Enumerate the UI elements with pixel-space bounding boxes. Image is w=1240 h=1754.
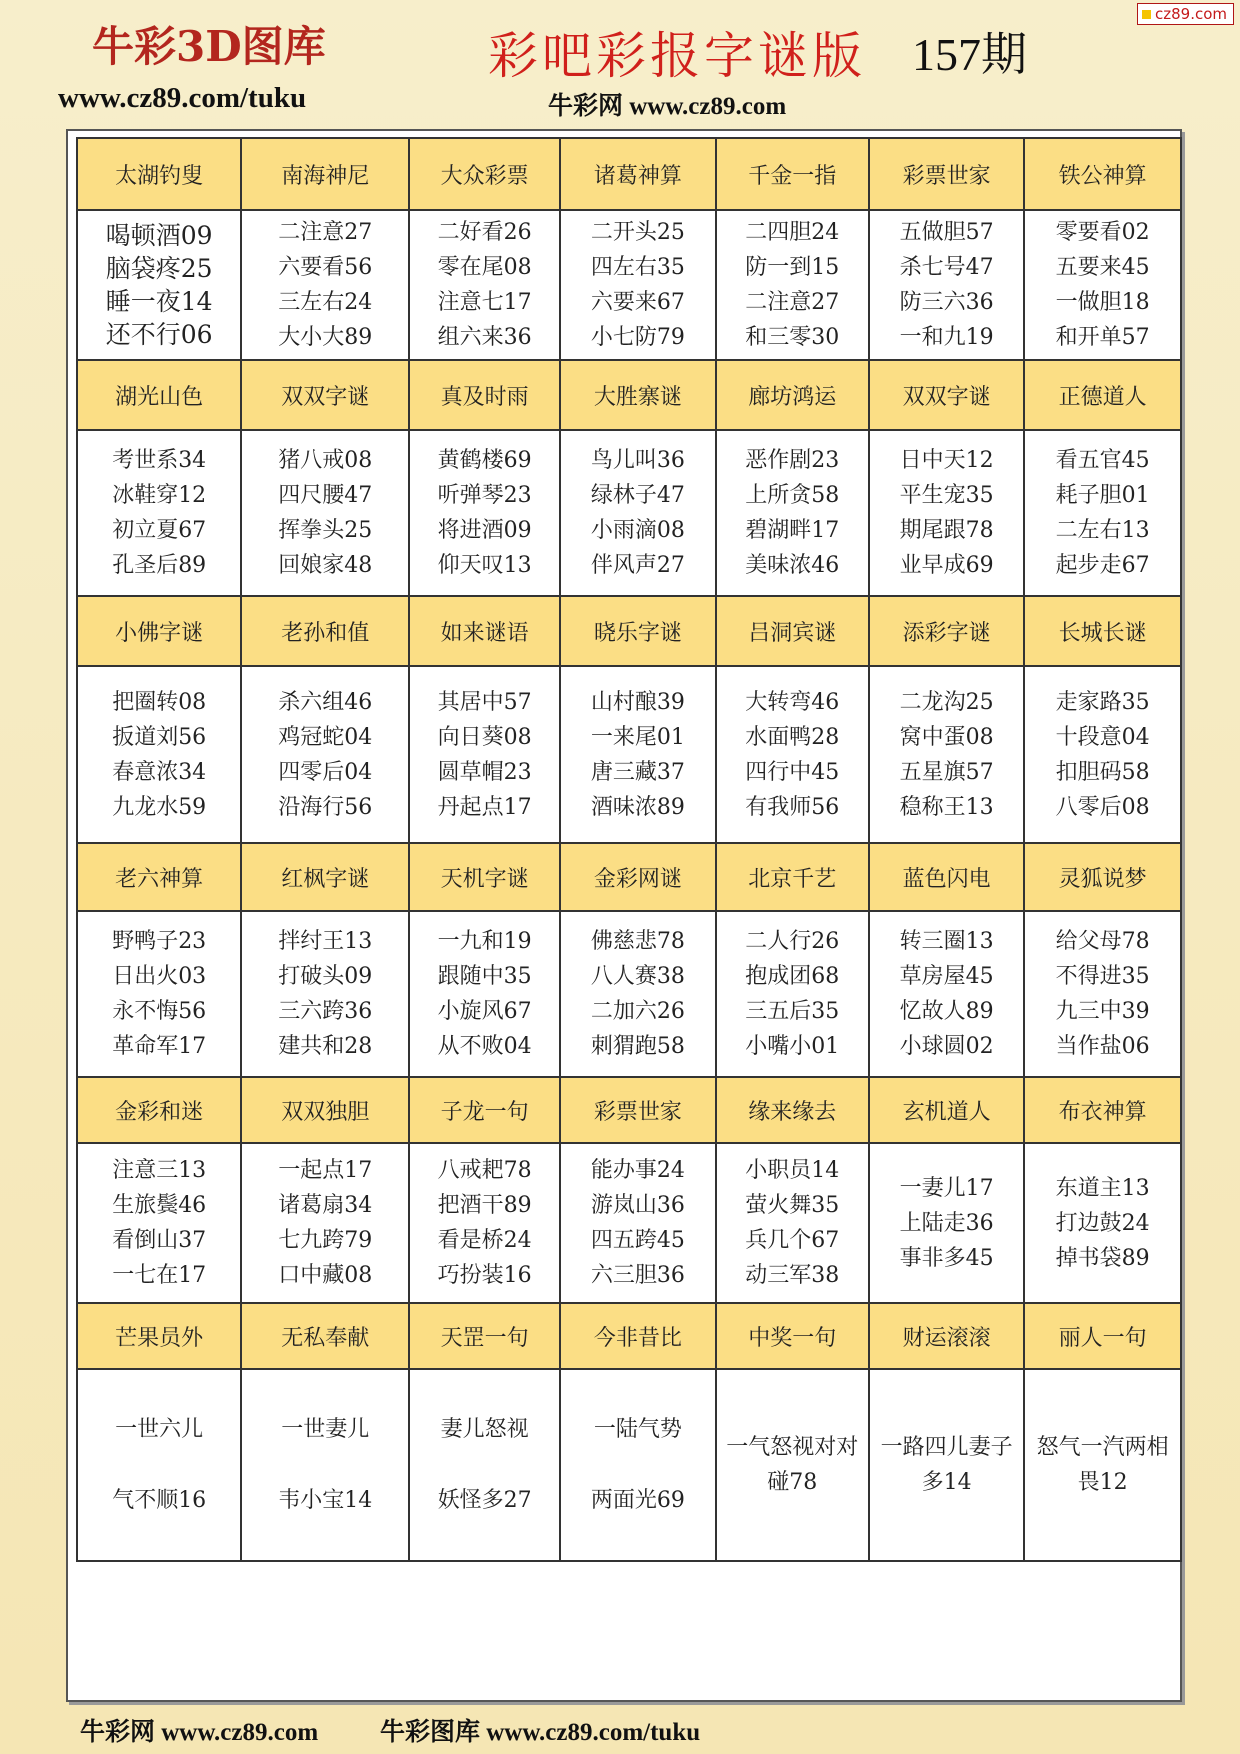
header-row xyxy=(77,138,1181,210)
answer-cell xyxy=(1024,1143,1181,1303)
answer-row xyxy=(77,430,1181,596)
column-author-header: 北京千艺 xyxy=(716,843,869,911)
column-author-header: 真及时雨 xyxy=(409,360,560,430)
answer-line: 四五跨45 xyxy=(590,1228,685,1253)
answer-line: 四零后04 xyxy=(278,759,373,785)
answer-line: 七九跨79 xyxy=(278,1228,373,1253)
answer-line: 小职员14 xyxy=(745,1158,840,1183)
answer-line: 还不行06 xyxy=(105,320,213,349)
answer-line: 二人行26 xyxy=(745,929,840,954)
column-author-header: 大胜寨谜 xyxy=(560,360,715,430)
answer-line: 小嘴小01 xyxy=(745,1034,840,1059)
answer-line: 伴风声27 xyxy=(590,553,685,578)
answer-line: 耗子胆01 xyxy=(1055,483,1150,508)
main-title: 彩吧彩报字谜版 xyxy=(488,27,866,85)
answer-line: 绿林子47 xyxy=(590,483,685,508)
column-author-header: 芒果员外 xyxy=(77,1303,241,1369)
column-author-header: 天罡一句 xyxy=(409,1303,560,1369)
answer-line: 注意三13 xyxy=(112,1158,207,1183)
answer-line: 两面光69 xyxy=(590,1488,685,1513)
answer-line: 听弹琴23 xyxy=(437,483,532,508)
answer-line: 看是桥24 xyxy=(437,1228,532,1253)
answer-line: 碰78 xyxy=(767,1470,818,1495)
answer-row xyxy=(77,1369,1181,1561)
answer-line: 从不败04 xyxy=(437,1034,532,1059)
answer-cell xyxy=(409,430,560,596)
answer-line: 妖怪多27 xyxy=(437,1488,532,1513)
column-author-header: 湖光山色 xyxy=(77,360,241,430)
answer-line: 孔圣后89 xyxy=(112,553,207,578)
answer-line: 小球圆02 xyxy=(899,1034,994,1059)
site-badge[interactable] xyxy=(1137,3,1234,25)
answer-cell xyxy=(560,430,715,596)
header-row xyxy=(77,596,1181,666)
answer-line: 生旅鬓46 xyxy=(112,1193,207,1218)
answer-line: 期尾跟78 xyxy=(899,518,994,543)
answer-line: 二左右13 xyxy=(1055,518,1150,543)
answer-line: 多14 xyxy=(921,1470,972,1495)
answer-cell xyxy=(241,911,409,1077)
header-row xyxy=(77,843,1181,911)
answer-line: 革命军17 xyxy=(112,1034,207,1059)
answer-line: 沿海行56 xyxy=(278,794,373,820)
answer-cell xyxy=(241,210,409,360)
answer-cell xyxy=(241,1143,409,1303)
answer-cell xyxy=(716,1143,869,1303)
answer-line: 一来尾01 xyxy=(590,724,685,750)
answer-line: 诸葛扇34 xyxy=(278,1193,373,1218)
answer-cell xyxy=(409,911,560,1077)
answer-line: 十段意04 xyxy=(1055,724,1150,750)
answer-line: 日中天12 xyxy=(899,448,994,473)
column-author-header: 正德道人 xyxy=(1024,360,1181,430)
answer-line: 美味浓46 xyxy=(745,553,840,578)
answer-line: 注意七17 xyxy=(437,290,532,315)
answer-cell xyxy=(716,666,869,843)
answer-cell xyxy=(869,210,1024,360)
answer-line: 和三零30 xyxy=(745,325,840,350)
answer-line: 韦小宝14 xyxy=(278,1488,373,1513)
answer-cell xyxy=(77,911,241,1077)
answer-cell xyxy=(409,210,560,360)
answer-line: 把圈转08 xyxy=(112,689,207,715)
answer-cell xyxy=(77,1369,241,1561)
column-author-header: 缘来缘去 xyxy=(716,1077,869,1143)
answer-line: 把酒干89 xyxy=(437,1193,532,1218)
column-author-header: 子龙一句 xyxy=(409,1077,560,1143)
answer-line: 八人赛38 xyxy=(590,964,685,989)
answer-cell xyxy=(241,666,409,843)
answer-cell xyxy=(409,666,560,843)
answer-line: 稳称王13 xyxy=(899,794,994,820)
answer-line: 小旋风67 xyxy=(437,999,532,1024)
answer-cell xyxy=(869,666,1024,843)
answer-line: 六要看56 xyxy=(278,255,373,280)
column-author-header: 布衣神算 xyxy=(1024,1077,1181,1143)
line-gap xyxy=(242,1447,408,1483)
column-author-header: 长城长谜 xyxy=(1024,596,1181,666)
line-gap xyxy=(410,1447,559,1483)
answer-line: 扣胆码58 xyxy=(1055,759,1150,785)
answer-cell xyxy=(241,430,409,596)
answer-line: 上所贪58 xyxy=(745,483,840,508)
column-author-header: 晓乐字谜 xyxy=(560,596,715,666)
answer-line: 零在尾08 xyxy=(437,255,532,280)
answer-line: 三左右24 xyxy=(278,290,373,315)
answer-line: 六三胆36 xyxy=(590,1263,685,1288)
answer-line: 鸟儿叫36 xyxy=(590,448,685,473)
answer-line: 打边鼓24 xyxy=(1055,1210,1150,1236)
answer-line: 水面鸭28 xyxy=(745,724,840,750)
answer-line: 一起点17 xyxy=(278,1158,373,1183)
answer-line: 杀六组46 xyxy=(278,689,373,715)
answer-cell xyxy=(1024,210,1181,360)
answer-line: 鸡冠蛇04 xyxy=(278,724,373,750)
column-author-header: 老六神算 xyxy=(77,843,241,911)
answer-line: 防三六36 xyxy=(899,290,994,315)
footer-left-url[interactable]: 牛彩网 www.cz89.com xyxy=(80,1719,319,1746)
answer-cell xyxy=(409,1369,560,1561)
header-row xyxy=(77,1303,1181,1369)
answer-line: 业早成69 xyxy=(899,553,994,578)
answer-line: 八戒耙78 xyxy=(437,1158,532,1183)
answer-line: 忆故人89 xyxy=(899,999,994,1024)
site-url[interactable]: 牛彩网 www.cz89.com xyxy=(548,93,787,120)
brand-url[interactable]: www.cz89.com/tuku xyxy=(58,82,307,114)
answer-line: 草房屋45 xyxy=(899,964,994,989)
header-row xyxy=(77,360,1181,430)
answer-line: 考世系34 xyxy=(112,448,207,473)
answer-cell xyxy=(560,1369,715,1561)
column-author-header: 廊坊鸿运 xyxy=(716,360,869,430)
answer-line: 起步走67 xyxy=(1055,553,1150,578)
column-author-header: 双双字谜 xyxy=(241,360,409,430)
badge-square-icon xyxy=(1142,10,1151,19)
column-author-header: 双双独胆 xyxy=(241,1077,409,1143)
column-author-header: 今非昔比 xyxy=(560,1303,715,1369)
answer-cell xyxy=(241,1369,409,1561)
answer-line: 四行中45 xyxy=(745,759,840,785)
answer-line: 上陆走36 xyxy=(899,1210,994,1236)
answer-line: 抱成团68 xyxy=(745,964,840,989)
answer-line: 刺猬跑58 xyxy=(590,1034,685,1059)
column-author-header: 金彩网谜 xyxy=(560,843,715,911)
answer-line: 巧扮装16 xyxy=(437,1263,532,1288)
column-author-header: 南海神尼 xyxy=(241,138,409,210)
column-author-header: 金彩和迷 xyxy=(77,1077,241,1143)
answer-cell xyxy=(869,430,1024,596)
brand-title: 牛彩3D图库 xyxy=(92,22,326,71)
answer-line: 春意浓34 xyxy=(112,759,207,785)
answer-cell xyxy=(560,210,715,360)
answer-line: 睡一夜14 xyxy=(105,287,213,316)
answer-line: 喝顿酒09 xyxy=(105,221,213,250)
answer-line: 一路四儿妻子 xyxy=(880,1435,1013,1460)
answer-line: 野鸭子23 xyxy=(112,929,207,954)
answer-line: 黄鹤楼69 xyxy=(437,448,532,473)
answer-line: 脑袋疼25 xyxy=(105,254,213,283)
answer-line: 看五官45 xyxy=(1055,448,1150,473)
column-author-header: 玄机道人 xyxy=(869,1077,1024,1143)
answer-line: 大小大89 xyxy=(278,325,373,350)
footer-right-url[interactable]: 牛彩图库 www.cz89.com/tuku xyxy=(380,1719,701,1746)
answer-line: 仰天叹13 xyxy=(437,553,532,578)
answer-row xyxy=(77,911,1181,1077)
answer-line: 有我师56 xyxy=(745,794,840,820)
answer-line: 二龙沟25 xyxy=(899,689,994,715)
answer-line: 杀七号47 xyxy=(899,255,994,280)
answer-line: 动三军38 xyxy=(745,1263,840,1288)
column-author-header: 如来谜语 xyxy=(409,596,560,666)
answer-line: 一气怒视对对 xyxy=(726,1435,859,1460)
answer-line: 二开头25 xyxy=(590,220,685,245)
column-author-header: 财运滚滚 xyxy=(869,1303,1024,1369)
answer-cell xyxy=(1024,666,1181,843)
answer-line: 当作盐06 xyxy=(1055,1034,1150,1059)
answer-line: 给父母78 xyxy=(1055,929,1150,954)
answer-line: 五要来45 xyxy=(1055,255,1150,280)
answer-line: 大转弯46 xyxy=(745,689,840,715)
answer-cell xyxy=(716,430,869,596)
answer-line: 小雨滴08 xyxy=(590,518,685,543)
answer-line: 畏12 xyxy=(1077,1470,1128,1495)
answer-cell xyxy=(869,1369,1024,1561)
column-author-header: 天机字谜 xyxy=(409,843,560,911)
answer-line: 掉书袋89 xyxy=(1055,1245,1150,1271)
answer-cell xyxy=(77,430,241,596)
column-author-header: 老孙和值 xyxy=(241,596,409,666)
answer-row xyxy=(77,1143,1181,1303)
answer-line: 怒气一汽两相 xyxy=(1036,1435,1169,1460)
answer-line: 小七防79 xyxy=(590,325,685,350)
answer-line: 一和九19 xyxy=(899,325,994,350)
answer-cell xyxy=(77,210,241,360)
answer-cell xyxy=(77,1143,241,1303)
answer-line: 圆草帽23 xyxy=(437,759,532,785)
answer-line: 游岚山36 xyxy=(590,1193,685,1218)
answer-line: 一世妻儿 xyxy=(281,1417,370,1442)
answer-line: 口中藏08 xyxy=(278,1263,373,1288)
answer-cell xyxy=(869,1143,1024,1303)
answer-line: 五做胆57 xyxy=(899,220,994,245)
badge-label: cz89.com xyxy=(1154,5,1227,23)
answer-line: 三六跨36 xyxy=(278,999,373,1024)
header-row xyxy=(77,1077,1181,1143)
answer-line: 挥拳头25 xyxy=(278,518,373,543)
answer-line: 将进酒09 xyxy=(437,518,532,543)
answer-line: 拌纣王13 xyxy=(278,929,373,954)
answer-line: 和开单57 xyxy=(1055,325,1150,350)
answer-line: 唐三藏37 xyxy=(590,759,685,785)
answer-line: 二注意27 xyxy=(745,290,840,315)
answer-row xyxy=(77,666,1181,843)
answer-cell xyxy=(716,1369,869,1561)
answer-line: 日出火03 xyxy=(112,964,207,989)
answer-line: 回娘家48 xyxy=(278,553,373,578)
answer-cell xyxy=(716,911,869,1077)
answer-line: 九龙水59 xyxy=(112,794,207,820)
answer-cell xyxy=(409,1143,560,1303)
answer-line: 零要看02 xyxy=(1055,220,1150,245)
answer-cell xyxy=(77,666,241,843)
line-gap xyxy=(78,1447,240,1483)
column-author-header: 丽人一句 xyxy=(1024,1303,1181,1369)
column-author-header: 千金一指 xyxy=(716,138,869,210)
column-author-header: 彩票世家 xyxy=(560,1077,715,1143)
answer-line: 六要来67 xyxy=(590,290,685,315)
column-author-header: 太湖钓叟 xyxy=(77,138,241,210)
answer-line: 能办事24 xyxy=(590,1158,685,1183)
answer-cell xyxy=(869,911,1024,1077)
answer-line: 一做胆18 xyxy=(1055,290,1150,315)
column-author-header: 吕洞宾谜 xyxy=(716,596,869,666)
line-gap xyxy=(561,1447,714,1483)
column-author-header: 红枫字谜 xyxy=(241,843,409,911)
answer-cell xyxy=(1024,430,1181,596)
column-author-header: 无私奉献 xyxy=(241,1303,409,1369)
answer-line: 一世六儿 xyxy=(115,1417,204,1442)
answer-line: 走家路35 xyxy=(1055,689,1150,715)
answer-line: 打破头09 xyxy=(278,964,373,989)
column-author-header: 大众彩票 xyxy=(409,138,560,210)
answer-line: 四左右35 xyxy=(590,255,685,280)
answer-line: 其居中57 xyxy=(437,689,532,715)
answer-line: 一陆气势 xyxy=(593,1417,682,1442)
column-author-header: 小佛字谜 xyxy=(77,596,241,666)
answer-cell xyxy=(716,210,869,360)
answer-line: 二注意27 xyxy=(278,220,373,245)
answer-cell xyxy=(560,666,715,843)
answer-line: 东道主13 xyxy=(1055,1175,1150,1201)
answer-line: 二四胆24 xyxy=(745,220,840,245)
answer-cell xyxy=(1024,1369,1181,1561)
column-author-header: 铁公神算 xyxy=(1024,138,1181,210)
column-author-header: 蓝色闪电 xyxy=(869,843,1024,911)
answer-line: 一九和19 xyxy=(437,929,532,954)
answer-cell xyxy=(560,911,715,1077)
answer-line: 四尺腰47 xyxy=(278,483,373,508)
answer-line: 碧湖畔17 xyxy=(745,518,840,543)
answer-line: 防一到15 xyxy=(745,255,840,280)
answer-line: 山村酿39 xyxy=(590,689,685,715)
answer-cell xyxy=(560,1143,715,1303)
answer-line: 转三圈13 xyxy=(899,929,994,954)
answer-line: 向日葵08 xyxy=(437,724,532,750)
answer-line: 永不悔56 xyxy=(112,999,207,1024)
column-author-header: 灵狐说梦 xyxy=(1024,843,1181,911)
column-author-header: 双双字谜 xyxy=(869,360,1024,430)
column-author-header: 彩票世家 xyxy=(869,138,1024,210)
answer-line: 平生宠35 xyxy=(899,483,994,508)
answer-row xyxy=(77,210,1181,360)
answer-line: 五星旗57 xyxy=(899,759,994,785)
answer-line: 一七在17 xyxy=(112,1263,207,1288)
answer-line: 猪八戒08 xyxy=(278,448,373,473)
answer-line: 丹起点17 xyxy=(437,794,532,820)
answer-line: 冰鞋穿12 xyxy=(112,483,207,508)
answer-line: 跟随中35 xyxy=(437,964,532,989)
answer-cell xyxy=(1024,911,1181,1077)
answer-line: 组六来36 xyxy=(437,325,532,350)
answer-line: 妻儿怒视 xyxy=(440,1417,529,1442)
answer-line: 佛慈悲78 xyxy=(590,929,685,954)
answer-line: 一妻儿17 xyxy=(899,1175,994,1201)
answer-line: 二加六26 xyxy=(590,999,685,1024)
answer-line: 不得进35 xyxy=(1055,964,1150,989)
answer-line: 气不顺16 xyxy=(112,1488,207,1513)
answer-line: 酒味浓89 xyxy=(590,794,685,820)
answer-line: 看倒山37 xyxy=(112,1228,207,1253)
answer-line: 窝中蛋08 xyxy=(899,724,994,750)
answer-line: 恶作剧23 xyxy=(745,448,840,473)
answer-line: 三五后35 xyxy=(745,999,840,1024)
riddle-table xyxy=(76,137,1182,1562)
answer-line: 初立夏67 xyxy=(112,518,207,543)
answer-line: 兵几个67 xyxy=(745,1228,840,1253)
answer-line: 扳道刘56 xyxy=(112,724,207,750)
issue-number: 157期 xyxy=(912,29,1027,80)
answer-line: 建共和28 xyxy=(278,1034,373,1059)
column-author-header: 中奖一句 xyxy=(716,1303,869,1369)
column-author-header: 添彩字谜 xyxy=(869,596,1024,666)
answer-line: 萤火舞35 xyxy=(745,1193,840,1218)
answer-line: 九三中39 xyxy=(1055,999,1150,1024)
answer-line: 八零后08 xyxy=(1055,794,1150,820)
answer-line: 事非多45 xyxy=(899,1245,994,1271)
column-author-header: 诸葛神算 xyxy=(560,138,715,210)
answer-line: 二好看26 xyxy=(437,220,532,245)
